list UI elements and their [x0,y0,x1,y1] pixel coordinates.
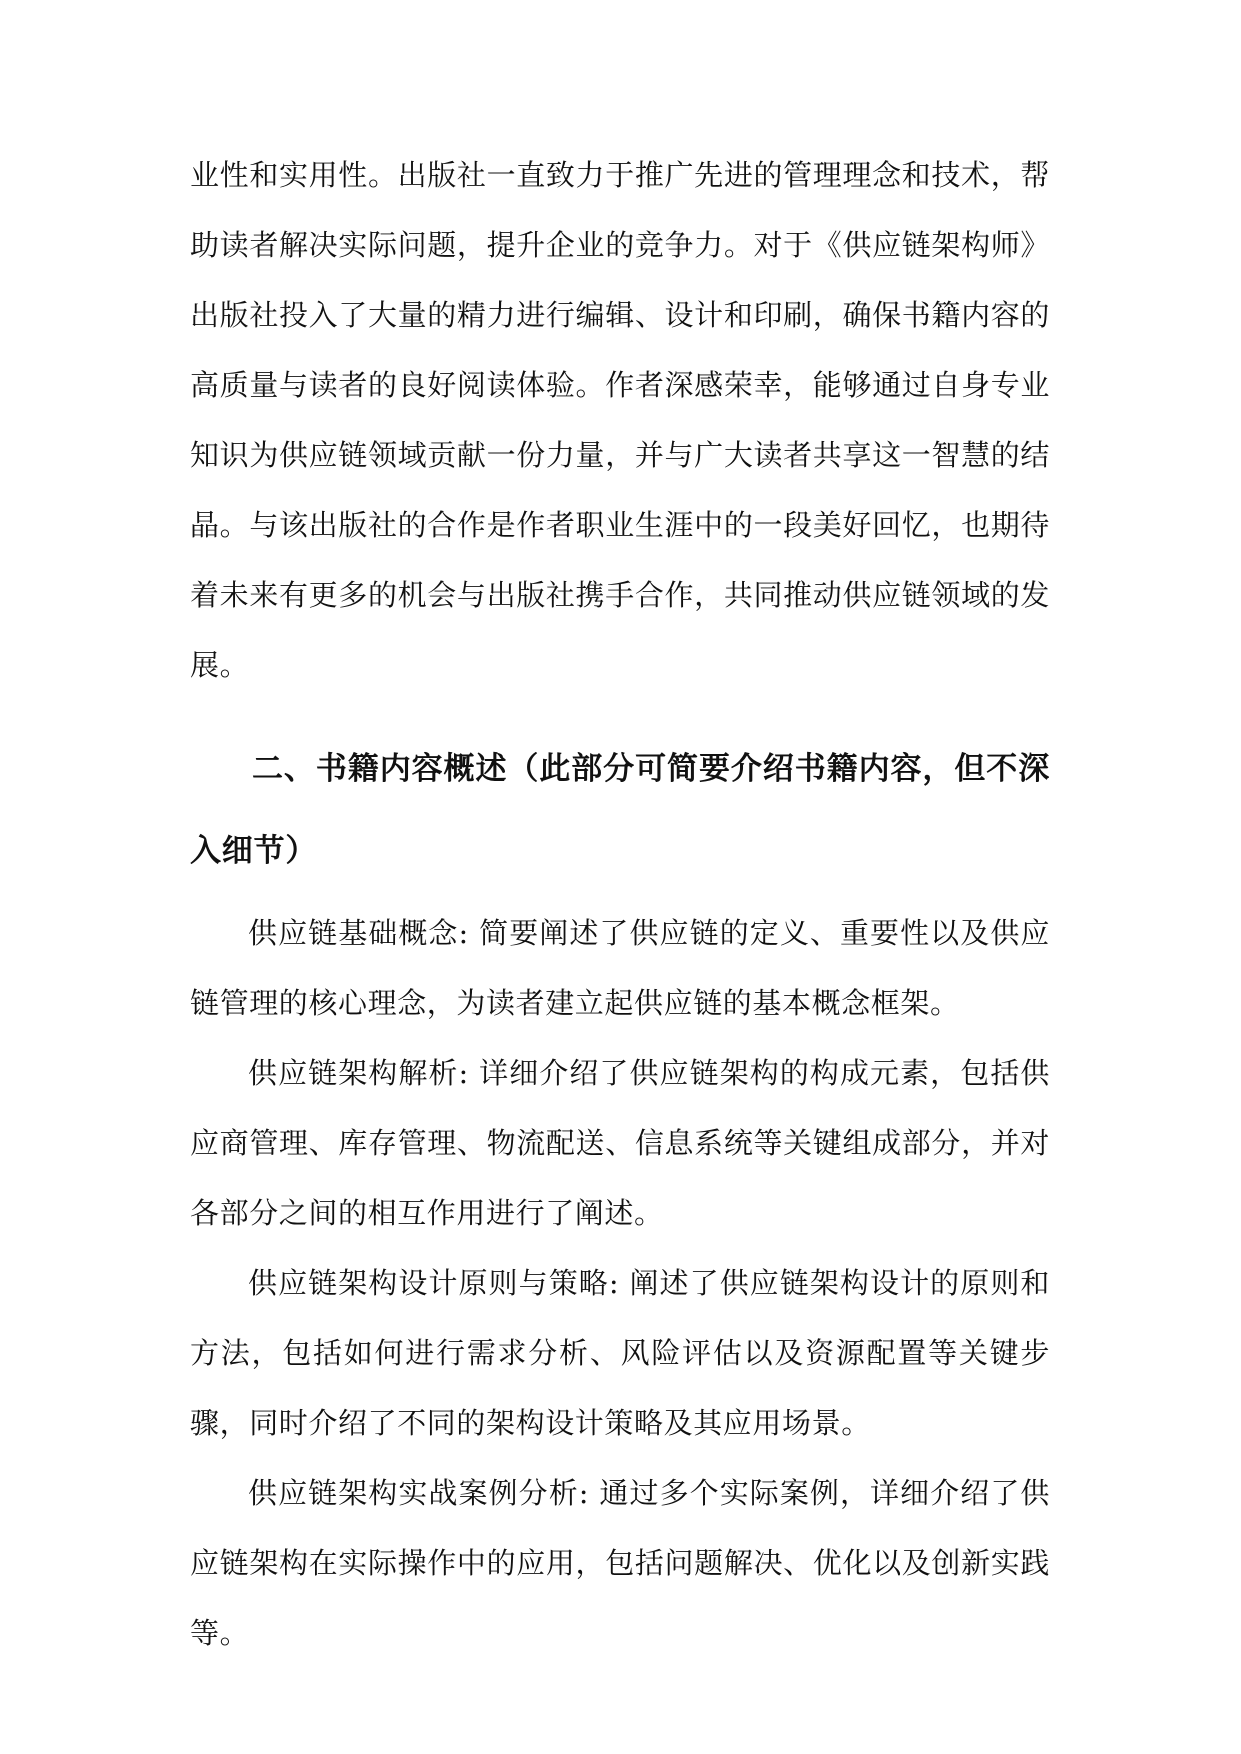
item-term: 供应链基础概念: [248,916,469,950]
item-text: 详细介绍了供应链架构的构成元素，包括供应商管理、库存管理、物流配送、信息系统等关键组成部分，并对各部分之间的相互作用进行了阐述。 [190,1056,1050,1230]
intro-paragraph: 业性和实用性。出版社一直致力于推广先进的管理理念和技术，帮助读者解决实际问题，提升企业的竞争力。对于《供应链架构师》出版社投入了大量的精力进行编辑、设计和印刷，确保书籍内容的高质量与读者的良好阅读体验。作者深感荣幸，能够通过自身专业知识为供应链领域贡献一份力量，并与广大读者共享这一智慧的结晶。与该出版社的合作是作者职业生涯中的一段美好回忆，也期待着未来有更多的机会与出版社携手合作，共同推动供应链领域的发展。 [190,158,1050,682]
item-paragraph-design-principles [190,1248,1050,1458]
section-heading: 二、书籍内容概述（此部分可简要介绍书籍内容，但不深入细节） [190,751,1050,869]
item-term: 供应链架构设计原则与策略: [248,1266,620,1300]
item-text: 通过多个实际案例，详细介绍了供应链架构在实际操作中的应用，包括问题解决、优化以及创新实践等。 [190,1476,1050,1650]
item-text: 简要阐述了供应链的定义、重要性以及供应链管理的核心理念，为读者建立起供应链的基本概念框架。 [190,916,1050,1020]
item-paragraph-basics [190,898,1050,1038]
item-term: 供应链架构实战案例分析: [248,1476,590,1510]
item-term: 供应链架构解析: [248,1056,469,1090]
item-text: 阐述了供应链架构设计的原则和方法，包括如何进行需求分析、风险评估以及资源配置等关键步骤，同时介绍了不同的架构设计策略及其应用场景。 [190,1266,1050,1440]
item-paragraph-architecture [190,1038,1050,1248]
item-paragraph-case-studies [190,1458,1050,1668]
page-content [190,140,1050,1668]
